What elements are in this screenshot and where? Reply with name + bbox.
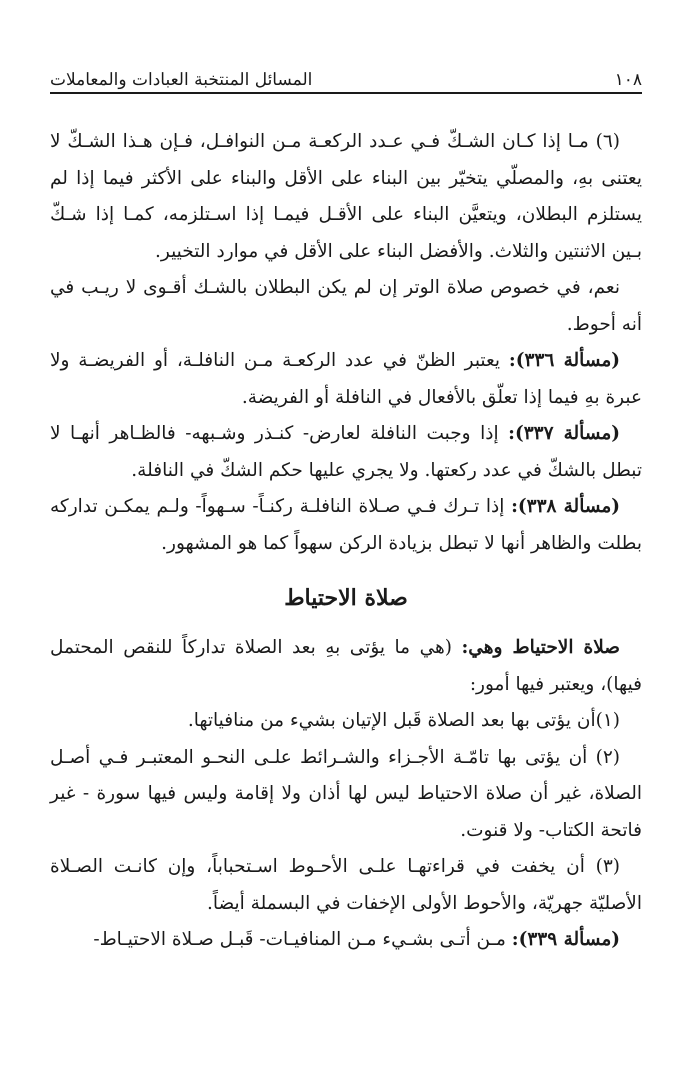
issue-337-label: (مسألة ٣٣٧): xyxy=(508,423,620,444)
paragraph-nawafil-doubt: (٦) مـا إذا كـان الشـكّ فـي عـدد الركعـة مـن النوافـل، فـإن هـذا الشـكّ لا يعتنى بهِ، والمصلّي يتخيّر بين البناء على الأقل والبناء على الأكثر فيما إذا لم يستلزم البطلان، ويتعيَّن البناء على الأقـل فيمـا إذا اسـتلزمه، كمـا إذا شـكّ بـين الاثنتين والثلاث. والأفضل البناء على الأقل في موارد التخيير. xyxy=(50,131,642,262)
issue-339 xyxy=(50,922,642,959)
issue-336-text: يعتبر الظنّ في عدد الركعـة مـن النافلـة، أو الفريضـة ولا عبرة بهِ فيما إذا تعلّق بالأفعال في النافلة أو الفريضة. xyxy=(50,350,642,408)
header-divider xyxy=(50,92,642,94)
issue-339-text: مـن أتـى بشـيء مـن المنافيـات- قَبـل صـلاة الاحتيـاط- xyxy=(93,929,512,950)
definition-label: صلاة الاحتياط وهي: xyxy=(461,637,620,658)
list-item-2: (٢) أن يؤتى بها تامّـة الأجـزاء والشـرائط علـى النحـو المعتبـر فـي أصـل الصلاة، غير أن صلاة الاحتياط ليس لها أذان ولا إقامة وليس فيها سورة - غير فاتحة الكتاب- ولا قنوت. xyxy=(50,746,642,841)
definition-text: (هي ما يؤتى بهِ بعد الصلاة تداركاً للنقص المحتمل فيها)، ويعتبر فيها أمور: xyxy=(50,637,642,695)
page-header xyxy=(50,62,642,90)
issue-339-label: (مسألة ٣٣٩): xyxy=(511,929,620,950)
issue-338-text: إذا تـرك فـي صـلاة النافلـة ركنـاً- سـهواً- ولـم يمكـن تداركه بطلت والظاهر أنها لا تبطل بزيادة الركن سهواً كما هو المشهور. xyxy=(50,496,642,554)
issue-337 xyxy=(50,416,642,489)
paragraph-witr: نعم، في خصوص صلاة الوتر إن لم يكن البطلان بالشـك أقـوى لا ريـب في أنه أحوط. xyxy=(50,277,642,335)
list-item-3: (٣) أن يخفت في قراءتهـا علـى الأحـوط اسـتحباباً، وإن كانـت الصـلاة الأصليّة جهريّة، والأحوط الأولى الإخفات في البسملة أيضاً. xyxy=(50,856,642,914)
page-body xyxy=(50,124,642,959)
list-item-1: (١)أن يؤتى بها بعد الصلاة قَبل الإتيان بشيء من منافياتها. xyxy=(187,710,620,731)
issue-338-label: (مسألة ٣٣٨): xyxy=(511,496,620,517)
issue-337-text: إذا وجبت النافلة لعارض- كنـذر وشـبهه- فالظـاهر أنهـا لا تبطل بالشكّ في عدد ركعتها. ولا يجري عليها حكم الشكّ في النافلة. xyxy=(50,423,642,481)
running-title: المسائل المنتخبة العبادات والمعاملات xyxy=(50,70,313,90)
section-title: صلاة الاحتياط xyxy=(284,585,408,611)
issue-336 xyxy=(50,343,642,416)
definition-paragraph xyxy=(50,630,642,703)
page-number: ١٠٨ xyxy=(614,70,642,90)
issue-336-label: (مسألة ٣٣٦): xyxy=(508,350,620,371)
issue-338 xyxy=(50,489,642,562)
